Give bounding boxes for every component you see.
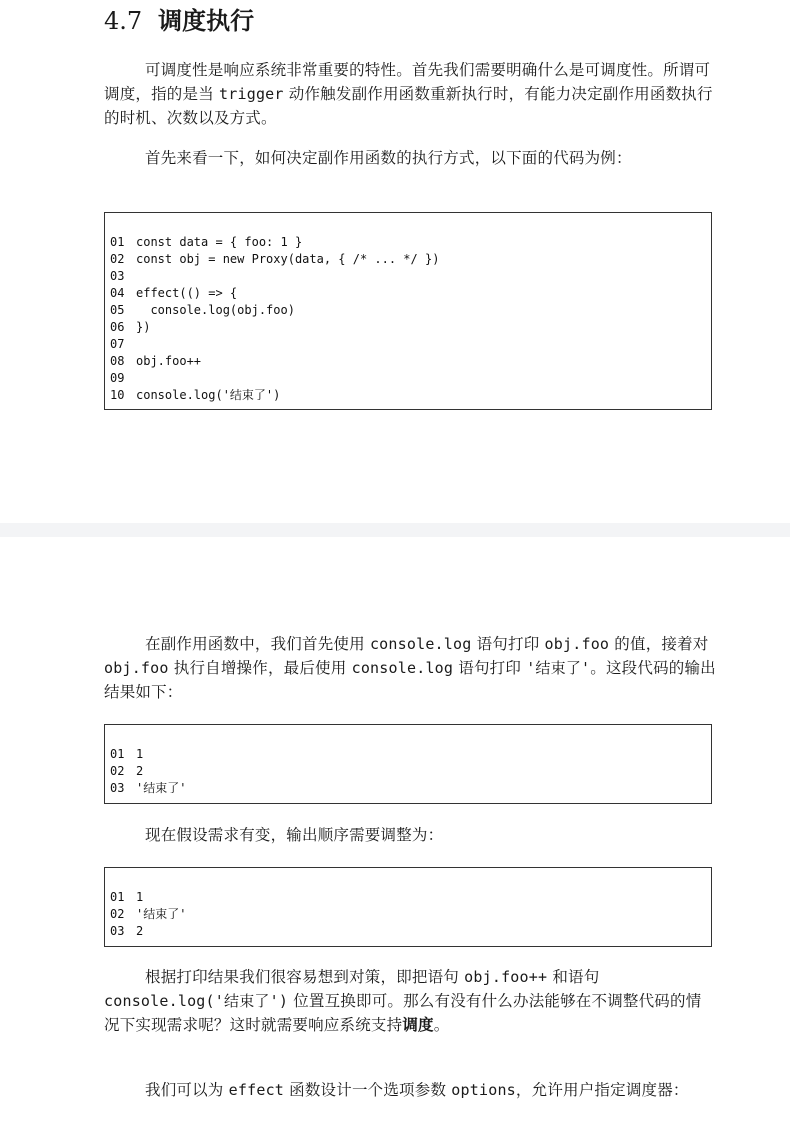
paragraph-text: 现在假设需求有变，输出顺序需要调整为：	[145, 826, 444, 844]
paragraph-text: 我们可以为	[145, 1081, 229, 1099]
code-text: 2	[136, 924, 144, 938]
code-text: const obj = new Proxy(data, { /* ... */ })	[136, 252, 440, 266]
line-number: 01	[110, 747, 125, 761]
code-line	[110, 234, 711, 251]
paragraph-schedulability	[104, 58, 716, 130]
code-text: 1	[136, 747, 144, 761]
line-number: 04	[110, 286, 125, 300]
section-heading	[104, 4, 254, 38]
paragraph-options	[104, 1078, 716, 1102]
code-text: 2	[136, 764, 144, 778]
paragraph-text: 语句打印	[471, 635, 545, 653]
inline-code: obj.foo++	[464, 968, 548, 986]
code-line	[110, 923, 711, 940]
line-number: 02	[110, 252, 125, 266]
code-block-output	[104, 724, 712, 804]
code-line	[110, 353, 711, 370]
paragraph-text: 根据打印结果我们很容易想到对策，即把语句	[145, 968, 465, 986]
paragraph-intro-example	[104, 146, 716, 170]
paragraph-text: 位置互换即可。那么有没有什么办法能够在不调整代码的情况下实现需求呢？这时就需要响应系统支持	[104, 992, 702, 1034]
book-page-lower	[0, 537, 790, 1140]
inline-code: trigger	[219, 85, 284, 103]
paragraph-requirement-change	[104, 823, 716, 847]
code-text: console.log('结束了')	[136, 388, 281, 402]
line-number: 05	[110, 303, 125, 317]
inline-code: console.log	[369, 635, 472, 653]
inline-code: options	[451, 1081, 516, 1099]
paragraph-explanation	[104, 632, 716, 704]
line-number: 01	[110, 890, 125, 904]
section-title: 调度执行	[158, 7, 255, 35]
paragraph-text: 可调度性是响应系统非常重要的特性。首先我们需要明确什么是可调度性。所谓可调度，指的是当	[104, 61, 711, 103]
code-text: '结束了'	[136, 781, 187, 795]
inline-code: effect	[228, 1081, 285, 1099]
line-number: 09	[110, 371, 125, 385]
code-text: const data = { foo: 1 }	[136, 235, 303, 249]
paragraph-text: 语句打印	[453, 659, 527, 677]
paragraph-text: ，允许用户指定调度器：	[515, 1081, 689, 1099]
code-line	[110, 370, 711, 387]
paragraph-text: 执行自增操作，最后使用	[168, 659, 352, 677]
line-number: 03	[110, 781, 125, 795]
code-line	[110, 251, 711, 268]
book-page-upper	[0, 0, 790, 523]
paragraph-text: 。这段代码的输出结果如下：	[104, 659, 716, 701]
inline-code: console.log	[351, 659, 454, 677]
line-number: 02	[110, 764, 125, 778]
paragraph-text: 函数设计一个选项参数	[284, 1081, 452, 1099]
code-line	[110, 387, 711, 404]
paragraph-scheduling-need	[104, 965, 716, 1037]
line-number: 06	[110, 320, 125, 334]
paragraph-text: 。	[433, 1016, 450, 1034]
code-line	[110, 906, 711, 923]
paragraph-text: 的值，接着对	[609, 635, 709, 653]
code-line	[110, 268, 711, 285]
code-text: obj.foo++	[136, 354, 202, 368]
line-number: 01	[110, 235, 125, 249]
code-line	[110, 746, 711, 763]
code-line	[110, 285, 711, 302]
code-text: effect(() => {	[136, 286, 238, 300]
line-number: 07	[110, 337, 125, 351]
emphasis-text: 调度	[402, 1016, 434, 1034]
line-number: 10	[110, 388, 125, 402]
paragraph-text: 和语句	[547, 968, 600, 986]
code-text: 1	[136, 890, 144, 904]
code-block-desired-output	[104, 867, 712, 947]
code-text: console.log(obj.foo)	[136, 303, 295, 317]
inline-code: obj.foo	[544, 635, 610, 653]
paragraph-text: 在副作用函数中，我们首先使用	[145, 635, 370, 653]
line-number: 03	[110, 269, 125, 283]
code-block-example	[104, 212, 712, 410]
line-number: 02	[110, 907, 125, 921]
paragraph-text: 动作触发副作用函数重新执行时，有能力决定副作用函数执行的时机、次数以及方式。	[104, 85, 713, 127]
code-line	[110, 889, 711, 906]
code-line	[110, 302, 711, 319]
paragraph-text: 首先来看一下，如何决定副作用函数的执行方式，以下面的代码为例：	[145, 149, 632, 167]
inline-code: obj.foo	[104, 659, 169, 677]
code-line	[110, 336, 711, 353]
inline-code: '结束了'	[526, 659, 591, 677]
code-text: })	[136, 320, 151, 334]
code-line	[110, 763, 711, 780]
code-line	[110, 780, 711, 797]
line-number: 03	[110, 924, 125, 938]
code-line	[110, 319, 711, 336]
inline-code: console.log('结束了')	[104, 992, 289, 1010]
section-number: 4.7	[104, 7, 143, 35]
code-text: '结束了'	[136, 907, 187, 921]
line-number: 08	[110, 354, 125, 368]
